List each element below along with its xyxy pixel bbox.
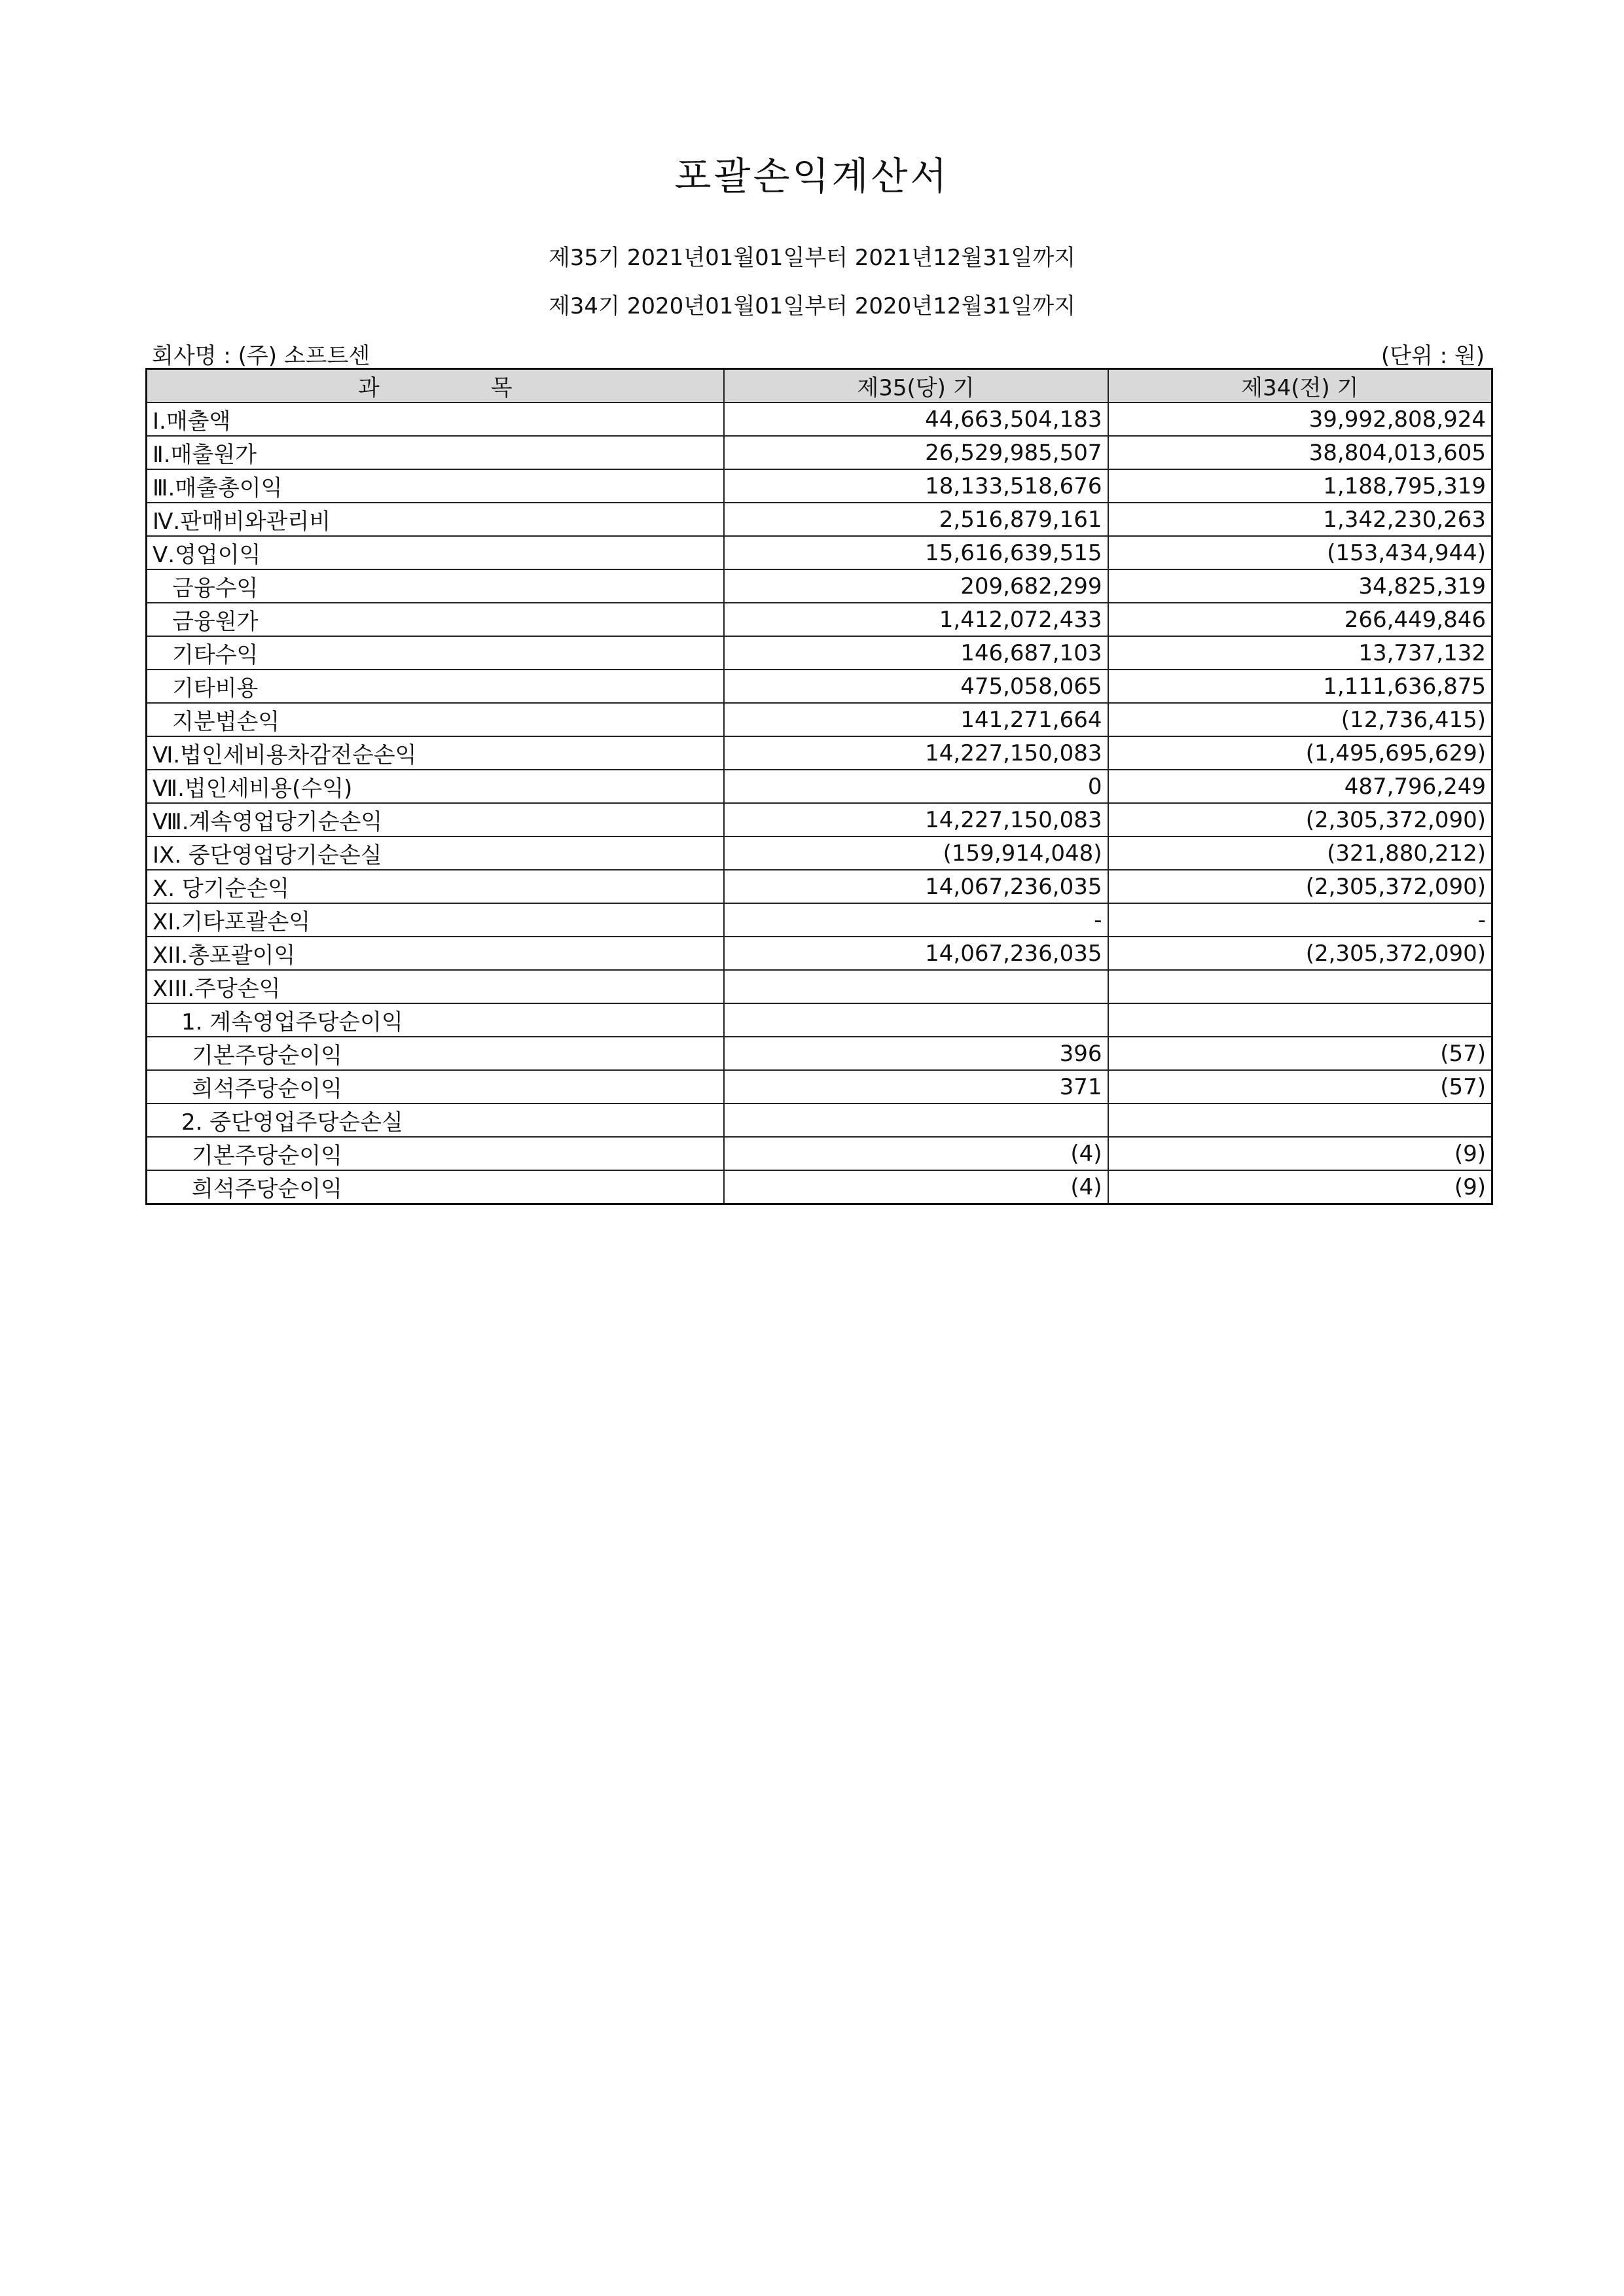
current-period-value: (4) <box>724 1170 1108 1204</box>
table-row <box>147 836 1492 870</box>
current-period-value: 209,682,299 <box>724 569 1108 603</box>
row-label: 기타수익 <box>147 636 724 670</box>
header-meta <box>149 338 1487 367</box>
row-label: 기본주당순이익 <box>147 1037 724 1070</box>
prior-period-value <box>1108 970 1492 1003</box>
row-label: 지분법손익 <box>147 703 724 736</box>
prior-period-value: (1,495,695,629) <box>1108 736 1492 770</box>
table-row <box>147 403 1492 436</box>
prior-period-value: (2,305,372,090) <box>1108 803 1492 836</box>
prior-period-value: (9) <box>1108 1170 1492 1204</box>
row-label: Ⅱ.매출원가 <box>147 436 724 469</box>
current-period-value: 146,687,103 <box>724 636 1108 670</box>
prior-period-value: (9) <box>1108 1137 1492 1170</box>
table-row <box>147 1137 1492 1170</box>
prior-period-value: (57) <box>1108 1037 1492 1070</box>
row-label: Ⅷ.계속영업당기순손익 <box>147 803 724 836</box>
current-period-value <box>724 1103 1108 1137</box>
prior-period-value: (153,434,944) <box>1108 536 1492 569</box>
table-row <box>147 503 1492 536</box>
table-header-row <box>147 369 1492 403</box>
row-label: 희석주당순이익 <box>147 1070 724 1103</box>
prior-period-value: 1,111,636,875 <box>1108 670 1492 703</box>
row-label: XI.기타포괄손익 <box>147 903 724 937</box>
table-row <box>147 703 1492 736</box>
table-row <box>147 870 1492 903</box>
table-row <box>147 1003 1492 1037</box>
current-period-value: - <box>724 903 1108 937</box>
current-period-value: 475,058,065 <box>724 670 1108 703</box>
prior-period-value: 1,188,795,319 <box>1108 469 1492 503</box>
prior-period-value: (12,736,415) <box>1108 703 1492 736</box>
row-label: X. 당기순손익 <box>147 870 724 903</box>
row-label: Ⅵ.법인세비용차감전순손익 <box>147 736 724 770</box>
current-period-value: 14,067,236,035 <box>724 937 1108 970</box>
row-label: 금융수익 <box>147 569 724 603</box>
current-period-value: 0 <box>724 770 1108 803</box>
header-subject <box>147 369 724 403</box>
prior-period-value: 266,449,846 <box>1108 603 1492 636</box>
table-row <box>147 603 1492 636</box>
table-body <box>147 403 1492 1204</box>
prior-period-value <box>1108 1003 1492 1037</box>
table-row <box>147 1037 1492 1070</box>
current-period-value: 26,529,985,507 <box>724 436 1108 469</box>
row-label: XIII.주당손익 <box>147 970 724 1003</box>
current-period-value: 15,616,639,515 <box>724 536 1108 569</box>
prior-period-value: (321,880,212) <box>1108 836 1492 870</box>
table-row <box>147 937 1492 970</box>
current-period-value: 1,412,072,433 <box>724 603 1108 636</box>
prior-period-value: - <box>1108 903 1492 937</box>
table-row <box>147 670 1492 703</box>
table-row <box>147 436 1492 469</box>
prior-period-value: 34,825,319 <box>1108 569 1492 603</box>
row-label: 2. 중단영업주당순손실 <box>147 1103 724 1137</box>
row-label: Ⅳ.판매비와관리비 <box>147 503 724 536</box>
current-period-value: (4) <box>724 1137 1108 1170</box>
row-label: IX. 중단영업당기순손실 <box>147 836 724 870</box>
current-period-value: 2,516,879,161 <box>724 503 1108 536</box>
table-row <box>147 569 1492 603</box>
row-label: XII.총포괄이익 <box>147 937 724 970</box>
table-row <box>147 803 1492 836</box>
row-label: Ⅶ.법인세비용(수익) <box>147 770 724 803</box>
header-prior-period: 제34(전) 기 <box>1108 369 1492 403</box>
company-name: 회사명 : (주) 소프트센 <box>152 343 370 369</box>
row-label: 기본주당순이익 <box>147 1137 724 1170</box>
prior-period-value: 13,737,132 <box>1108 636 1492 670</box>
row-label: 기타비용 <box>147 670 724 703</box>
table-row <box>147 1170 1492 1204</box>
period-prior: 제34기 2020년01월01일부터 2020년12월31일까지 <box>548 293 1076 319</box>
table-row <box>147 736 1492 770</box>
table-row <box>147 1103 1492 1137</box>
current-period-value: 396 <box>724 1037 1108 1070</box>
current-period-value: 44,663,504,183 <box>724 403 1108 436</box>
current-period-value: 14,227,150,083 <box>724 803 1108 836</box>
table-row <box>147 770 1492 803</box>
current-period-value <box>724 970 1108 1003</box>
prior-period-value: (2,305,372,090) <box>1108 870 1492 903</box>
table-row <box>147 1070 1492 1103</box>
prior-period-value: 39,992,808,924 <box>1108 403 1492 436</box>
document-title: 포괄손익계산서 <box>674 154 950 198</box>
current-period-value: 14,227,150,083 <box>724 736 1108 770</box>
header-subject-a: 과 <box>357 375 380 401</box>
table-row <box>147 903 1492 937</box>
prior-period-value: 487,796,249 <box>1108 770 1492 803</box>
row-label: Ⅲ.매출총이익 <box>147 469 724 503</box>
prior-period-value: (2,305,372,090) <box>1108 937 1492 970</box>
unit-label: (단위 : 원) <box>1380 343 1485 369</box>
income-statement-table <box>145 368 1493 1205</box>
table-row <box>147 536 1492 569</box>
current-period-value: 14,067,236,035 <box>724 870 1108 903</box>
header-current-period: 제35(당) 기 <box>724 369 1108 403</box>
period-current: 제35기 2021년01월01일부터 2021년12월31일까지 <box>548 245 1076 271</box>
prior-period-value: 38,804,013,605 <box>1108 436 1492 469</box>
prior-period-value <box>1108 1103 1492 1137</box>
row-label: 희석주당순이익 <box>147 1170 724 1204</box>
table-row <box>147 636 1492 670</box>
prior-period-value: 1,342,230,263 <box>1108 503 1492 536</box>
table-row <box>147 970 1492 1003</box>
prior-period-value: (57) <box>1108 1070 1492 1103</box>
row-label: 1. 계속영업주당순이익 <box>147 1003 724 1037</box>
current-period-value: (159,914,048) <box>724 836 1108 870</box>
row-label: Ⅴ.영업이익 <box>147 536 724 569</box>
table-row <box>147 469 1492 503</box>
current-period-value: 141,271,664 <box>724 703 1108 736</box>
current-period-value <box>724 1003 1108 1037</box>
row-label: 금융원가 <box>147 603 724 636</box>
current-period-value: 18,133,518,676 <box>724 469 1108 503</box>
header-subject-b: 목 <box>490 375 513 401</box>
current-period-value: 371 <box>724 1070 1108 1103</box>
row-label: Ⅰ.매출액 <box>147 403 724 436</box>
